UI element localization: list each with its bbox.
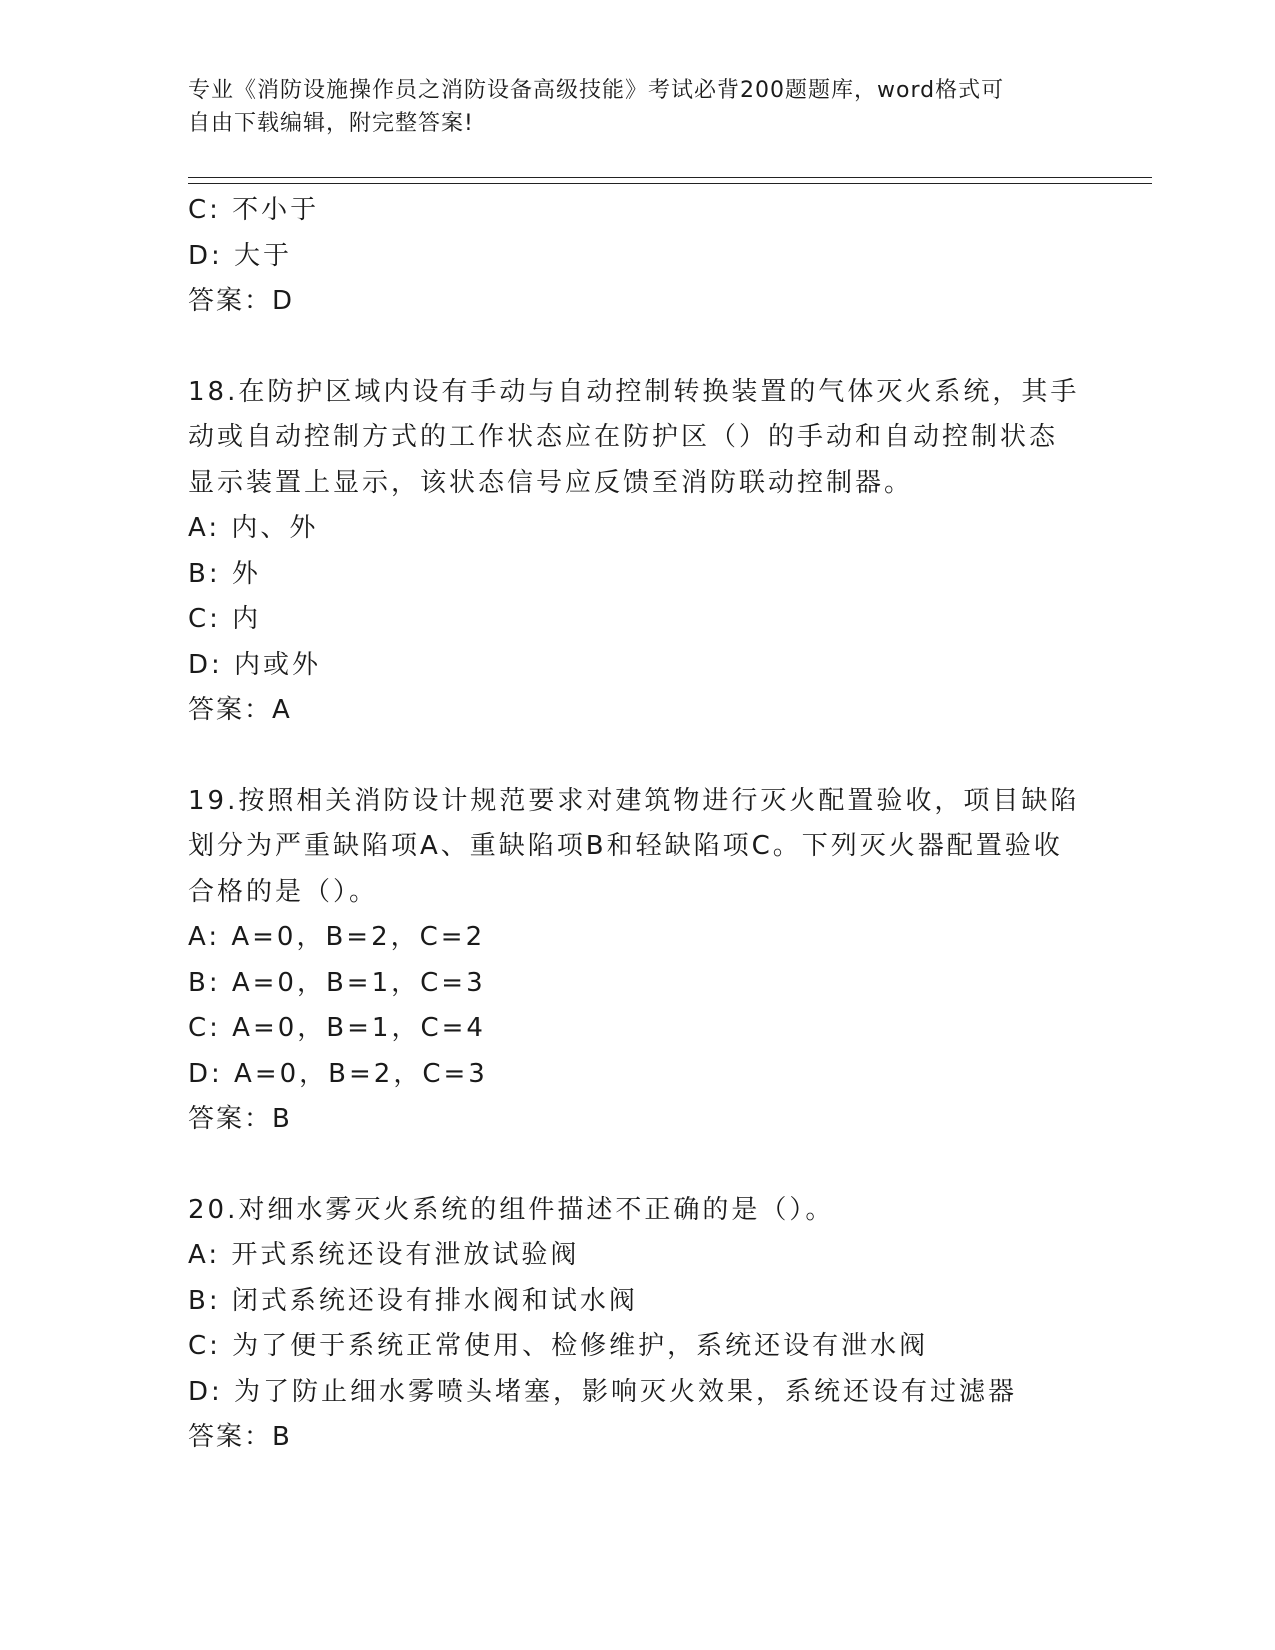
document-header [188,74,1088,140]
option-c: C: A=0，B=1，C=4 [188,1013,486,1043]
spacer [188,1143,1088,1188]
option-d: D: 内或外 [188,649,322,680]
question-stem [188,370,1088,507]
option-d: D: A=0，B=2，C=3 [188,1058,488,1089]
answer: 答案：B [188,1104,292,1134]
question-20 [188,1188,1088,1461]
question-19 [188,779,1088,1143]
header-line-2: 自由下载编辑，附完整答案! [188,111,474,136]
answer: 答案：B [188,1422,292,1452]
stem-line: 19.按照相关消防设计规范要求对建筑物进行灭火配置验收，项目缺陷 [188,785,1080,816]
option-d: D: 为了防止细水雾喷头堵塞，影响灭火效果，系统还设有过滤器 [188,1376,1018,1407]
stem-line: 合格的是（）。 [188,876,379,907]
spacer [188,325,1088,370]
option-b: B: 闭式系统还设有排水阀和试水阀 [188,1285,638,1316]
option-c: C: 不小于 [188,195,320,225]
question-stem [188,779,1088,916]
previous-question-tail [188,188,1088,325]
option-a: A: 开式系统还设有泄放试验阀 [188,1240,580,1270]
stem-line: 20.对细水雾灭火系统的组件描述不正确的是（）。 [188,1194,835,1225]
option-b: B: A=0，B=1，C=3 [188,967,486,998]
option-a: A: 内、外 [188,513,319,543]
stem-line: 18.在防护区域内设有手动与自动控制转换装置的气体灭火系统，其手 [188,376,1080,407]
stem-line: 划分为严重缺陷项A、重缺陷项B和轻缺陷项C。下列灭火器配置验收 [188,831,1063,861]
option-d: D: 大于 [188,240,293,271]
header-line-1: 专业《消防设施操作员之消防设备高级技能》考试必背200题题库，word格式可 [188,78,1005,103]
header-rule-top [188,177,1152,178]
question-18 [188,370,1088,734]
question-content [188,188,1088,1461]
stem-line: 显示装置上显示，该状态信号应反馈至消防联动控制器。 [188,467,914,498]
stem-line: 动或自动控制方式的工作状态应在防护区（）的手动和自动控制状态 [188,422,1059,452]
option-c: C: 内 [188,604,262,634]
header-rule-bottom [188,183,1152,184]
answer: 答案：A [188,695,292,725]
answer: 答案：D [188,286,295,316]
spacer [188,734,1088,779]
question-stem [188,1188,1088,1234]
option-b: B: 外 [188,558,261,589]
option-a: A: A=0，B=2，C=2 [188,922,486,952]
option-c: C: 为了便于系统正常使用、检修维护，系统还设有泄水阀 [188,1331,929,1361]
